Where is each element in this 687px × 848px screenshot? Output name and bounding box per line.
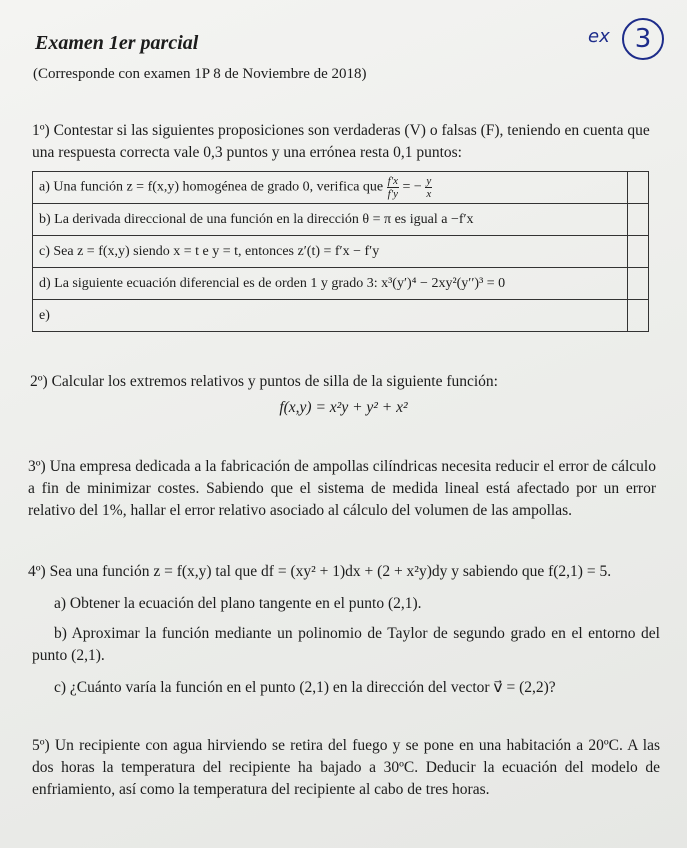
table-row — [33, 268, 649, 300]
answer-box-a[interactable] — [628, 172, 649, 204]
question-4a: a) Obtener la ecuación del plano tangente en el punto (2,1). — [54, 595, 422, 612]
exam-subtitle: (Corresponde con examen 1P 8 de Noviembre de 2018) — [33, 66, 367, 82]
table-row — [33, 236, 649, 268]
fraction-fx-fy: $\frac{f'x}{f'y}$ — [387, 175, 399, 200]
fraction-y-x: $\frac{y}{x}$ — [426, 175, 432, 200]
exam-title: Examen 1er parcial — [35, 32, 199, 54]
answer-box-e[interactable] — [628, 300, 649, 332]
answer-box-b[interactable] — [628, 204, 649, 236]
proposition-a: a) Una función z = f(x,y) homogénea de grado 0, verifica que $\frac{f'x}{f'y}$ = − $\frac{y}{x}$ — [33, 172, 628, 204]
table-row — [33, 204, 649, 236]
question-2-formula: f(x,y) = x²y + y² + x² — [279, 399, 408, 416]
question-1-text: 1º) Contestar si las siguientes proposiciones son verdaderas (V) o falsas (F), teniendo en cuenta que una respuesta correcta vale 0,3 puntos y una errónea resta 0,1 puntos: — [32, 122, 650, 161]
table-row — [33, 300, 649, 332]
handwritten-note: ex — [588, 26, 610, 47]
table-row — [33, 172, 649, 204]
answer-box-d[interactable] — [628, 268, 649, 300]
true-false-table — [32, 171, 649, 332]
question-5-text: 5º) Un recipiente con agua hirviendo se retira del fuego y se pone en una habitación a 20ºC. A las dos horas la temperatura del recipiente ha bajado a 30ºC. Deducir la ecuación del modelo de enfriamiento, así como la temperatura del recipiente al cabo de tres horas. — [32, 737, 660, 798]
question-4c: c) ¿Cuánto varía la función en el punto (2,1) en la dirección del vector v⃗ = (2,2)? — [54, 679, 556, 696]
proposition-c: c) Sea z = f(x,y) siendo x = t e y = t, entonces z′(t) = f′x − f′y — [33, 236, 628, 268]
answer-box-c[interactable] — [628, 236, 649, 268]
proposition-d: d) La siguiente ecuación diferencial es de orden 1 y grado 3: x³(y′)⁴ − 2xy²(y′′)³ = 0 — [33, 268, 628, 300]
proposition-b: b) La derivada direccional de una función en la dirección θ = π es igual a −f′x — [33, 204, 628, 236]
circled-number: 3 — [622, 18, 664, 60]
question-2-text: 2º) Calcular los extremos relativos y puntos de silla de la siguiente función: — [30, 373, 498, 390]
question-4b: b) Aproximar la función mediante un polinomio de Taylor de segundo grado en el entorno del punto (2,1). — [32, 625, 660, 664]
question-4-text: 4º) Sea una función z = f(x,y) tal que df = (xy² + 1)dx + (2 + x²y)dy y sabiendo que f(2,1) = 5. — [28, 563, 612, 580]
proposition-e: e) — [33, 300, 628, 332]
question-3-text: 3º) Una empresa dedicada a la fabricación de ampollas cilíndricas necesita reducir el error de cálculo a fin de minimizar costes. Sabiendo que el sistema de medida lineal está afectado por un error relativo del 1%, hallar el error relativo asociado al cálculo del volumen de las ampollas. — [28, 458, 656, 519]
